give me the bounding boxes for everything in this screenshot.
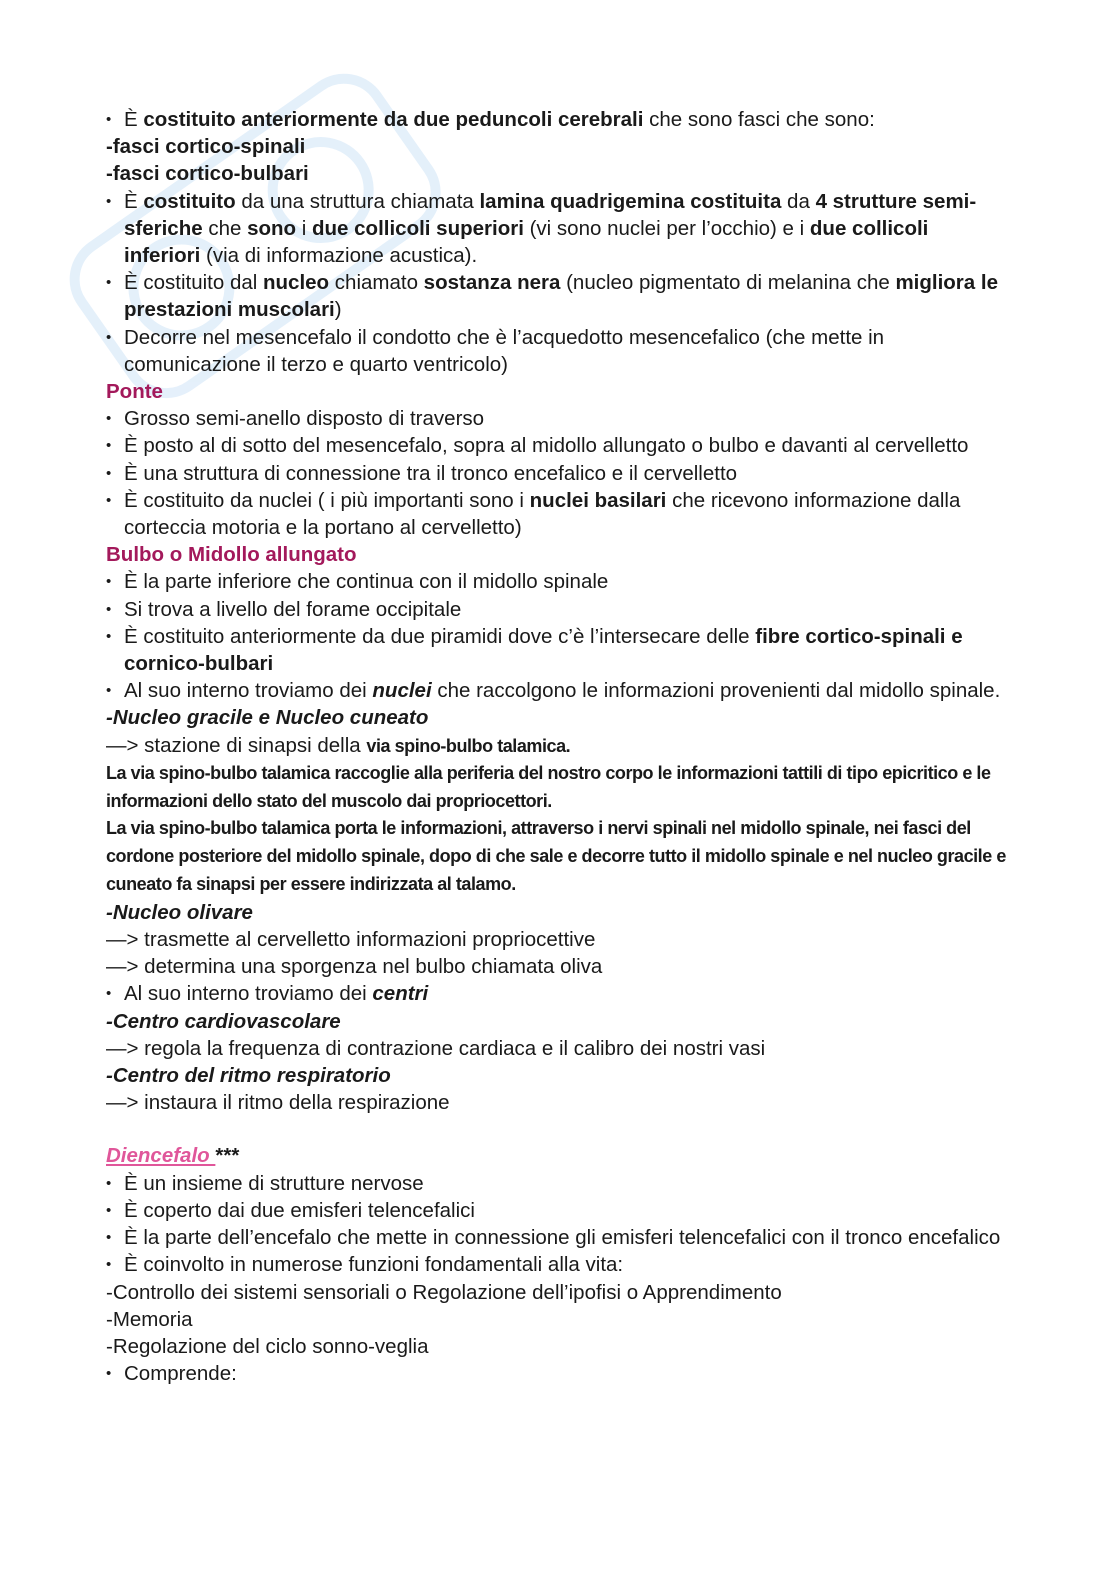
section-spacer [106, 1116, 1006, 1142]
bullet-item [106, 269, 1006, 323]
text-line [106, 160, 1006, 187]
text-line [106, 953, 1006, 980]
text-run: Grosso semi-anello disposto di traverso [124, 407, 485, 431]
text-run: nuclei basilari [529, 488, 667, 512]
text-run: (nucleo pigmentato di melanina che [560, 271, 896, 295]
text-run: Comprende: [124, 1362, 237, 1386]
text-run: sono [247, 216, 297, 240]
text-run: È un insieme di strutture nervose [124, 1171, 424, 1195]
bullet-item [106, 677, 1006, 704]
bullet-item [106, 1170, 1006, 1197]
text-run: È costituito dal [124, 271, 264, 295]
text-run: due collicoli inferiori [124, 216, 929, 268]
text-run: nucleo [263, 271, 330, 295]
section-heading-diencefalo [106, 1142, 1006, 1169]
text-run: È costituito anteriormente da due piramidi dove c’è l’intersecare delle [124, 624, 756, 648]
text-run: che raccolgono le informazioni provenienti dal midollo spinale. [431, 679, 1001, 703]
text-line [106, 1306, 1006, 1333]
text-run: (vi sono nuclei per l’occhio) e i [523, 216, 810, 240]
document-page [106, 106, 1006, 1387]
bullet-item [106, 980, 1006, 1007]
text-run: -Nucleo olivare [106, 900, 253, 924]
condensed-paragraph: La via spino-bulbo talamica raccoglie alla periferia del nostro corpo le informazioni tattili di tipo epicritico e le informazioni dello stato del muscolo dai propriocettori. [106, 762, 991, 811]
text-run: Decorre nel mesencefalo il condotto che è l’acquedotto mesencefalico (che mette in comunicazione il terzo e quarto ventricolo) [124, 325, 885, 376]
text-run: chiamato [329, 271, 424, 295]
text-run: —> stazione di sinapsi della [106, 733, 367, 757]
bullet-item [106, 1224, 1006, 1251]
bullet-item [106, 460, 1006, 487]
text-line [106, 732, 1006, 760]
bullet-item [106, 106, 1006, 133]
text-run: nuclei [372, 679, 432, 703]
text-line [106, 1062, 1006, 1089]
text-run: -Centro del ritmo respiratorio [106, 1064, 391, 1088]
text-run: due collicoli superiori [312, 216, 524, 240]
text-run: fibre cortico-spinali e cornico-bulbari [124, 624, 963, 676]
text-line [106, 1333, 1006, 1360]
text-run: sostanza nera [423, 271, 561, 295]
text-run: -Regolazione del ciclo sonno-veglia [106, 1334, 429, 1358]
bullet-item [106, 1251, 1006, 1278]
bullet-item [106, 596, 1006, 623]
text-run: da una struttura chiamata [235, 189, 480, 213]
text-line [106, 704, 1006, 731]
text-run: i [296, 216, 313, 240]
text-run: 4 strutture semi-sferiche [124, 189, 977, 240]
text-run: costituito [143, 189, 236, 213]
text-run: È la parte inferiore che continua con il midollo spinale [124, 570, 609, 594]
text-run: È coinvolto in numerose funzioni fondamentali alla vita: [124, 1253, 624, 1277]
bullet-item [106, 432, 1006, 459]
text-line [106, 1035, 1006, 1062]
text-run: da [781, 189, 816, 213]
text-run: È costituito da nuclei ( i più importanti sono i [124, 488, 530, 512]
text-line [106, 926, 1006, 953]
section-heading-link: Diencefalo [106, 1144, 216, 1168]
text-run: -fasci cortico-bulbari [106, 162, 309, 186]
text-run: che ricevono informazione dalla corteccia motoria e la portano al cervelletto) [124, 488, 961, 540]
text-run: —> determina una sporgenza nel bulbo chiamata oliva [106, 955, 603, 979]
text-run: È coperto dai due emisferi telencefalici [124, 1198, 475, 1222]
text-run: -Memoria [106, 1307, 193, 1331]
text-run: È posto al di sotto del mesencefalo, sopra al midollo allungato o bulbo e davanti al cervelletto [124, 434, 969, 458]
text-run: —> trasmette al cervelletto informazioni propriocettive [106, 928, 596, 952]
text-run: -Nucleo gracile e Nucleo cuneato [106, 706, 429, 730]
text-run: Al suo interno troviamo dei [124, 982, 373, 1006]
text-line [106, 1089, 1006, 1116]
text-run: via spino-bulbo talamica. [366, 735, 571, 756]
bullet-item [106, 1360, 1006, 1387]
text-run: Si trova a livello del forame occipitale [124, 597, 462, 621]
text-run: È [124, 108, 144, 131]
text-run: migliora le prestazioni muscolari [124, 271, 998, 322]
text-run: -fasci cortico-spinali [106, 135, 306, 159]
text-run: ) [334, 298, 342, 322]
bullet-item [106, 405, 1006, 432]
text-run: -Centro cardiovascolare [106, 1009, 341, 1033]
bullet-item [106, 188, 1006, 270]
text-run: È [124, 189, 144, 213]
text-run: che [202, 216, 248, 240]
text-line [106, 899, 1006, 926]
bullet-item [106, 324, 1006, 378]
text-run: —> instaura il ritmo della respirazione [106, 1091, 450, 1115]
bullet-item [106, 623, 1006, 677]
condensed-paragraph: La via spino-bulbo talamica porta le informazioni, attraverso i nervi spinali nel midollo spinale, nei fasci del cordone posteriore del midollo spinale, dopo di che sale e decorre tutto il midollo spinale e nel nucleo gracile e cuneato fa sinapsi per essere indirizzata al talamo. [106, 818, 1006, 895]
text-run: È la parte dell’encefalo che mette in connessione gli emisferi telencefalici con il tronco encefalico [124, 1226, 1001, 1250]
text-line [106, 1008, 1006, 1035]
text-run: che sono fasci che sono: [643, 108, 875, 131]
text-run: lamina quadrigemina costituita [479, 189, 782, 213]
text-run: —> regola la frequenza di contrazione cardiaca e il calibro dei nostri vasi [106, 1036, 766, 1060]
text-run: -Controllo dei sistemi sensoriali o Regolazione dell’ipofisi o Apprendimento [106, 1280, 782, 1304]
text-run: È una struttura di connessione tra il tronco encefalico e il cervelletto [124, 461, 738, 485]
bullet-item [106, 1197, 1006, 1224]
section-heading: Ponte [106, 380, 163, 404]
text-run: (via di informazione acustica). [200, 244, 478, 268]
section-heading: Bulbo o Midollo allungato [106, 543, 357, 567]
bullet-item [106, 487, 1006, 541]
bullet-item [106, 568, 1006, 595]
text-run: costituito anteriormente da due peduncoli cerebrali [143, 108, 644, 131]
text-run: centri [372, 982, 429, 1006]
importance-stars: *** [215, 1144, 240, 1168]
text-line [106, 133, 1006, 160]
text-line [106, 1279, 1006, 1306]
text-run: Al suo interno troviamo dei [124, 679, 373, 703]
